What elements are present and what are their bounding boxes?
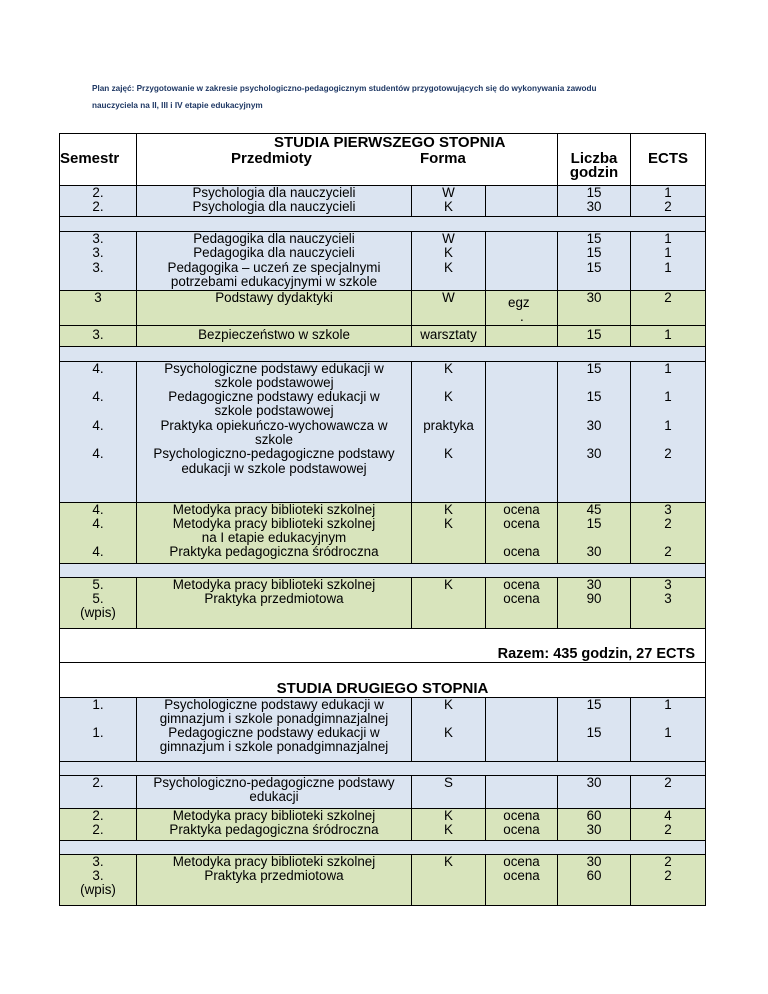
ects: 2 <box>664 775 672 790</box>
study-plan-table <box>59 133 706 906</box>
ects-cell <box>631 502 706 563</box>
forma: praktyka <box>423 417 474 433</box>
ects: 1 <box>664 259 672 275</box>
przedmiot: Praktyka pedagogiczna śródroczna <box>169 821 379 837</box>
godziny-cell <box>558 808 631 840</box>
godziny: 15 <box>586 259 602 275</box>
zaliczenie-cell <box>486 502 558 563</box>
liczba-header-cell <box>558 134 631 186</box>
zaliczenie-cell <box>486 775 558 808</box>
table-row <box>60 186 706 217</box>
forma <box>412 712 485 726</box>
ects: 1 <box>664 231 672 246</box>
ects: 3 <box>664 590 672 606</box>
semestr-cell <box>60 232 137 291</box>
forma-header: Forma <box>420 150 466 167</box>
przedmiot-cell <box>137 775 412 808</box>
forma-cell <box>412 808 486 840</box>
godziny: 90 <box>586 590 602 606</box>
godziny-cell <box>558 186 631 217</box>
semestr: 2. <box>92 185 104 200</box>
przedmiot-cell <box>137 325 412 346</box>
table-row <box>60 854 706 905</box>
semestr: 2. <box>92 821 104 837</box>
godziny: 60 <box>586 867 602 883</box>
ects-cell <box>631 854 706 905</box>
semestr-cell <box>60 361 137 502</box>
godziny: 30 <box>586 821 602 837</box>
zaliczenie <box>486 531 557 545</box>
semestr-cell <box>60 325 137 346</box>
godziny-cell <box>558 854 631 905</box>
ects <box>631 712 705 726</box>
forma: K <box>444 854 453 869</box>
table-row <box>60 577 706 628</box>
razem-summary: Razem: 435 godzin, 27 ECTS <box>497 646 696 663</box>
ects: 2 <box>664 446 672 462</box>
zaliczenie: ocena <box>503 854 540 869</box>
forma: S <box>444 775 453 790</box>
ects: 2 <box>664 867 672 883</box>
semestr-cell <box>60 291 137 326</box>
godziny <box>558 462 630 476</box>
przedmiot-cell <box>137 186 412 217</box>
ects <box>631 376 705 390</box>
section1-title-cell <box>137 134 558 186</box>
zaliczenie: ocena <box>503 577 540 592</box>
godziny-cell <box>558 232 631 291</box>
forma: K <box>444 808 453 823</box>
ects: 1 <box>664 327 672 343</box>
godziny: 30 <box>586 577 602 592</box>
forma <box>412 404 485 418</box>
godziny <box>558 531 630 545</box>
forma: K <box>444 697 453 712</box>
przedmiot: Praktyka przedmiotowa <box>204 867 344 883</box>
przedmiot: Pedagogika – uczeń ze specjalnymi <box>167 259 381 275</box>
przedmiot: edukacji w szkole podstawowej <box>181 460 367 476</box>
przedmiot: Psychologia dla nauczycieli <box>192 199 356 215</box>
godziny: 15 <box>586 361 602 376</box>
przedmiot-cell <box>137 697 412 761</box>
forma: K <box>444 389 453 405</box>
forma-cell <box>412 361 486 502</box>
ects: 1 <box>664 697 672 712</box>
ects: 1 <box>664 725 672 741</box>
godziny-cell <box>558 361 631 502</box>
ects: 2 <box>664 821 672 837</box>
przedmiot: Podstawy dydaktyki <box>215 290 333 305</box>
ects: 1 <box>664 185 672 200</box>
forma: W <box>442 290 455 305</box>
table-row <box>60 232 706 291</box>
godziny: 15 <box>586 245 602 261</box>
zaliczenie-cell <box>486 186 558 217</box>
przedmiot: Psychologiczno-pedagogiczne podstawy <box>153 446 395 462</box>
semestr: 5. <box>92 577 104 592</box>
przedmiot-cell <box>137 854 412 905</box>
forma: K <box>444 361 453 376</box>
przedmiot: szkole podstawowej <box>214 403 334 419</box>
zaliczenie: egz <box>508 295 530 310</box>
przedmiot-cell <box>137 808 412 840</box>
section2-title: STUDIA DRUGIEGO STOPNIA <box>276 680 489 698</box>
ects: 3 <box>664 577 672 592</box>
godziny <box>558 376 630 390</box>
przedmiot: Psychologiczne podstawy edukacji w <box>164 697 384 712</box>
godziny: 30 <box>586 417 602 433</box>
semestr: 2. <box>92 199 104 215</box>
godziny: 30 <box>586 854 602 869</box>
przedmiot: Pedagogika dla nauczycieli <box>193 231 355 246</box>
semestr: 2. <box>92 775 104 790</box>
semestr <box>60 531 136 545</box>
ects-header-cell <box>631 134 706 186</box>
forma: K <box>444 502 453 517</box>
plan-title-line-2: nauczyciela na II, III i IV etapie edukacyjnym <box>92 101 263 110</box>
semestr: 2. <box>92 808 104 823</box>
semestr <box>60 462 136 476</box>
zaliczenie: ocena <box>503 590 540 606</box>
przedmiot: szkole podstawowej <box>214 374 334 390</box>
zaliczenie: ocena <box>503 867 540 883</box>
forma-cell <box>412 577 486 628</box>
semestr-cell <box>60 697 137 761</box>
godziny <box>558 404 630 418</box>
ects-cell <box>631 808 706 840</box>
godziny-cell <box>558 775 631 808</box>
godziny: 45 <box>586 502 602 517</box>
ects: 2 <box>664 290 672 305</box>
semestr: 3. <box>92 327 104 343</box>
ects-cell <box>631 186 706 217</box>
table-row <box>60 361 706 502</box>
przedmiot: Praktyka pedagogiczna śródroczna <box>169 544 379 560</box>
zaliczenie-cell <box>486 232 558 291</box>
godziny <box>558 712 630 726</box>
ects: 2 <box>664 515 672 531</box>
godziny: 15 <box>586 327 602 343</box>
przedmiot: Psychologiczne podstawy edukacji w <box>164 361 384 376</box>
forma: warsztaty <box>420 327 477 343</box>
table-row <box>60 502 706 563</box>
ects: 2 <box>664 544 672 560</box>
spacer-row <box>60 563 706 577</box>
forma: K <box>444 245 453 261</box>
semestr: 4. <box>92 417 104 433</box>
godziny: 30 <box>586 199 602 215</box>
table-row <box>60 697 706 761</box>
table-row <box>60 325 706 346</box>
section2-title-cell <box>60 662 706 697</box>
spacer-row <box>60 346 706 361</box>
semestr-cell <box>60 854 137 905</box>
forma: K <box>444 199 453 215</box>
godziny: 30 <box>586 290 602 305</box>
spacer-row <box>60 217 706 232</box>
zaliczenie-cell <box>486 577 558 628</box>
ects: 2 <box>664 199 672 215</box>
godziny: 15 <box>586 697 602 712</box>
forma-cell <box>412 697 486 761</box>
semestr: 3. <box>92 867 104 883</box>
zaliczenie-cell <box>486 291 558 326</box>
ects-cell <box>631 325 706 346</box>
przedmiot: gimnazjum i szkole ponadgimnazjalnej <box>159 739 389 755</box>
zaliczenie: ocena <box>503 808 540 823</box>
ects <box>631 531 705 545</box>
semestr: 3. <box>92 231 104 246</box>
przedmiot: Praktyka opiekuńczo-wychowawcza w <box>160 417 388 433</box>
zaliczenie-cell <box>486 854 558 905</box>
forma <box>412 376 485 390</box>
semestr: 5. <box>92 590 104 606</box>
przedmiot: Psychologia dla nauczycieli <box>192 185 356 200</box>
godziny: 15 <box>586 231 602 246</box>
ects: 4 <box>664 808 672 823</box>
przedmiot: Pedagogika dla nauczycieli <box>193 245 355 261</box>
section2-header-row <box>60 662 706 697</box>
forma-cell <box>412 325 486 346</box>
godziny <box>558 433 630 447</box>
semestr <box>60 712 136 726</box>
przedmiot-cell <box>137 577 412 628</box>
forma: W <box>442 231 455 246</box>
godziny-cell <box>558 325 631 346</box>
ects: 3 <box>664 502 672 517</box>
zaliczenie-cell <box>486 697 558 761</box>
zaliczenie: . <box>520 309 524 325</box>
ects-cell <box>631 291 706 326</box>
przedmiot: na I etapie edukacyjnym <box>201 530 347 546</box>
przedmiot: Praktyka przedmiotowa <box>204 590 344 606</box>
forma: K <box>444 446 453 462</box>
zaliczenie-cell <box>486 325 558 346</box>
semestr: 4. <box>92 502 104 517</box>
liczba-godzin-header: Liczba godzin <box>569 150 619 182</box>
ects-cell <box>631 697 706 761</box>
spacer-row <box>60 761 706 775</box>
semestr: 3. <box>92 245 104 261</box>
godziny-cell <box>558 291 631 326</box>
godziny: 15 <box>586 515 602 531</box>
przedmiot-cell <box>137 502 412 563</box>
section1-header-row <box>60 134 706 186</box>
przedmiot: Metodyka pracy biblioteki szkolnej <box>172 854 376 869</box>
forma: K <box>444 515 453 531</box>
plan-title-line-1: Plan zajęć: Przygotowanie w zakresie psychologiczno-pedagogicznym studentów przygotowujących się do wykonywania zawodu <box>92 84 597 93</box>
forma: K <box>444 259 453 275</box>
semestr-header-cell <box>60 134 137 186</box>
semestr-header: Semestr <box>60 150 120 167</box>
semestr: 3 <box>94 290 102 305</box>
semestr <box>60 433 136 447</box>
zaliczenie: ocena <box>503 821 540 837</box>
table-row <box>60 808 706 840</box>
semestr-cell <box>60 577 137 628</box>
forma-cell <box>412 291 486 326</box>
summary-cell <box>60 628 706 662</box>
zaliczenie: ocena <box>503 502 540 517</box>
forma: K <box>444 725 453 741</box>
przedmioty-header: Przedmioty <box>231 150 312 167</box>
semestr: 3. <box>92 259 104 275</box>
semestr: 1. <box>92 697 104 712</box>
przedmiot: gimnazjum i szkole ponadgimnazjalnej <box>159 710 389 726</box>
ects <box>631 462 705 476</box>
godziny-cell <box>558 577 631 628</box>
semestr: 3. <box>92 854 104 869</box>
semestr: (wpis) <box>80 882 116 898</box>
przedmiot: Metodyka pracy biblioteki szkolnej <box>172 515 376 531</box>
forma: K <box>444 577 453 592</box>
semestr-cell <box>60 775 137 808</box>
semestr: 4. <box>92 446 104 462</box>
przedmiot: Psychologiczno-pedagogiczne podstawy <box>153 775 395 790</box>
zaliczenie-cell <box>486 361 558 502</box>
forma-cell <box>412 502 486 563</box>
section1-title: STUDIA PIERWSZEGO STOPNIA <box>274 134 506 151</box>
zaliczenie: ocena <box>503 515 540 531</box>
table-row <box>60 775 706 808</box>
godziny: 30 <box>586 446 602 462</box>
ects: 1 <box>664 417 672 433</box>
semestr <box>60 404 136 418</box>
semestr: 4. <box>92 544 104 560</box>
table-row <box>60 291 706 326</box>
semestr: 4. <box>92 515 104 531</box>
semestr-cell <box>60 186 137 217</box>
semestr: (wpis) <box>80 605 116 621</box>
ects <box>631 404 705 418</box>
godziny-cell <box>558 697 631 761</box>
ects <box>631 433 705 447</box>
przedmiot: Bezpieczeństwo w szkole <box>198 327 350 343</box>
przedmiot: Pedagogiczne podstawy edukacji w <box>168 389 380 405</box>
ects: 2 <box>664 854 672 869</box>
przedmiot: szkole <box>255 432 293 448</box>
przedmiot-cell <box>137 361 412 502</box>
ects-cell <box>631 577 706 628</box>
przedmiot: Metodyka pracy biblioteki szkolnej <box>172 502 376 517</box>
przedmiot: edukacji <box>249 788 299 804</box>
ects: 1 <box>664 361 672 376</box>
ects-cell <box>631 361 706 502</box>
przedmiot-cell <box>137 291 412 326</box>
ects: 1 <box>664 389 672 405</box>
forma: K <box>444 821 453 837</box>
godziny: 15 <box>586 389 602 405</box>
godziny-cell <box>558 502 631 563</box>
przedmiot-cell <box>137 232 412 291</box>
ects-cell <box>631 775 706 808</box>
forma-cell <box>412 775 486 808</box>
forma <box>412 433 485 447</box>
godziny: 15 <box>586 185 602 200</box>
semestr: 4. <box>92 361 104 376</box>
godziny: 30 <box>586 544 602 560</box>
ects-cell <box>631 232 706 291</box>
przedmiot: Pedagogiczne podstawy edukacji w <box>168 725 380 741</box>
semestr-cell <box>60 502 137 563</box>
przedmiot: Metodyka pracy biblioteki szkolnej <box>172 577 376 592</box>
godziny: 60 <box>586 808 602 823</box>
zaliczenie-cell <box>486 808 558 840</box>
forma-cell <box>412 186 486 217</box>
zaliczenie: ocena <box>503 544 540 560</box>
forma <box>412 462 485 476</box>
summary-row <box>60 628 706 662</box>
przedmiot: Metodyka pracy biblioteki szkolnej <box>172 808 376 823</box>
godziny: 30 <box>586 775 602 790</box>
semestr: 1. <box>92 725 104 741</box>
semestr-cell <box>60 808 137 840</box>
forma-cell <box>412 854 486 905</box>
forma: W <box>442 185 455 200</box>
ects-header: ECTS <box>648 150 689 167</box>
semestr: 4. <box>92 389 104 405</box>
semestr <box>60 376 136 390</box>
forma-cell <box>412 232 486 291</box>
przedmiot: potrzebami edukacyjnymi w szkole <box>170 273 378 289</box>
ects: 1 <box>664 245 672 261</box>
spacer-row <box>60 840 706 854</box>
godziny: 15 <box>586 725 602 741</box>
